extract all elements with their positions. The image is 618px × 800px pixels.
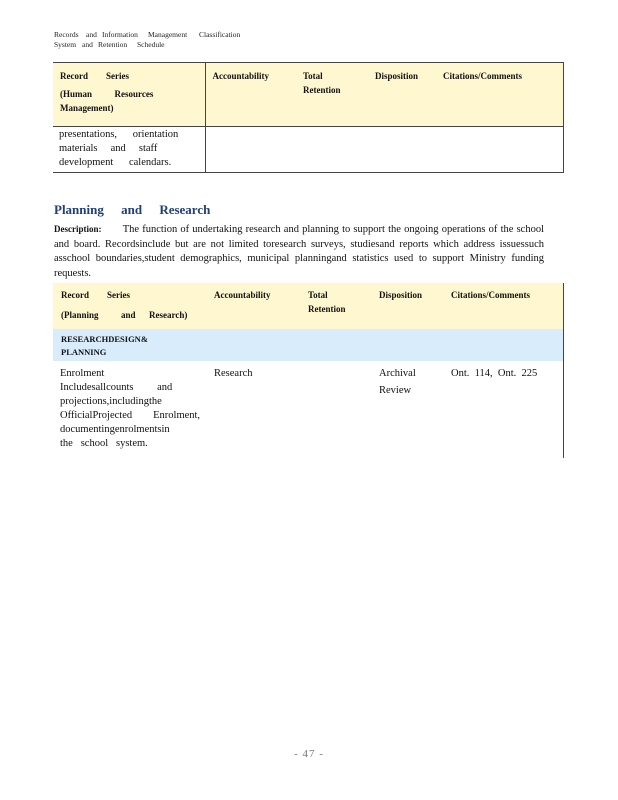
- section-description: [54, 222, 544, 281]
- record-series-cell: presentations, orientation materials and staff development calendars.: [53, 127, 205, 173]
- empty-cell: [205, 127, 563, 173]
- col-header-record-series: Record Series (Human Resources Management): [53, 63, 205, 127]
- retention-table-hr: [53, 62, 564, 173]
- col-header-record-series: Record Series (Planning and Research): [53, 283, 208, 329]
- subheader-research-design: RESEARCHDESIGN& PLANNING: [53, 329, 563, 361]
- section-title: Planning and Research: [54, 202, 211, 217]
- header-word: Schedule: [137, 40, 165, 49]
- citations-cell: Ont. 114, Ont. 225: [451, 368, 538, 379]
- col-header-accountability: Accountability: [208, 283, 303, 329]
- col-header-total-retention: Total Retention: [303, 283, 375, 329]
- retention-table-planning: [53, 283, 564, 458]
- header-word: Retention: [98, 40, 128, 49]
- header-word: and: [82, 40, 93, 49]
- header-word: System: [54, 40, 77, 49]
- description-label: Description:: [54, 224, 102, 234]
- page-header: [54, 30, 354, 52]
- header-word: Classification: [199, 30, 241, 39]
- col-header-accountability: Accountability: [205, 63, 293, 127]
- description-text: The function of undertaking research and planning to support the ongoing operations of the school and board. Recordsinclude but are not limited toresearch surveys, studiesand reports which address issuessuch asschool boundaries,student demographics, municipal planningand statistics used to support Ministry funding requests.: [54, 224, 544, 279]
- col-header-total-retention: Total Retention: [293, 63, 373, 127]
- col-header-citations: Citations/Comments: [443, 63, 563, 127]
- col-header-disposition: Disposition: [373, 63, 443, 127]
- col-header-disposition: Disposition: [375, 283, 447, 329]
- disposition-cell: Archival Review: [379, 368, 416, 396]
- total-retention-cell: [303, 361, 375, 458]
- header-word: Records: [54, 30, 79, 39]
- header-word: Management: [148, 30, 188, 39]
- col-header-citations: Citations/Comments: [447, 283, 563, 329]
- header-word: Information: [102, 30, 138, 39]
- page-number: - 47 -: [294, 748, 324, 760]
- record-series-cell: Enrolment Includesallcounts and projections,includingthe OfficialProjected Enrolment, documentingenrolmentsin the school system.: [60, 368, 201, 449]
- accountability-cell: Research: [214, 368, 253, 379]
- header-word: and: [86, 30, 97, 39]
